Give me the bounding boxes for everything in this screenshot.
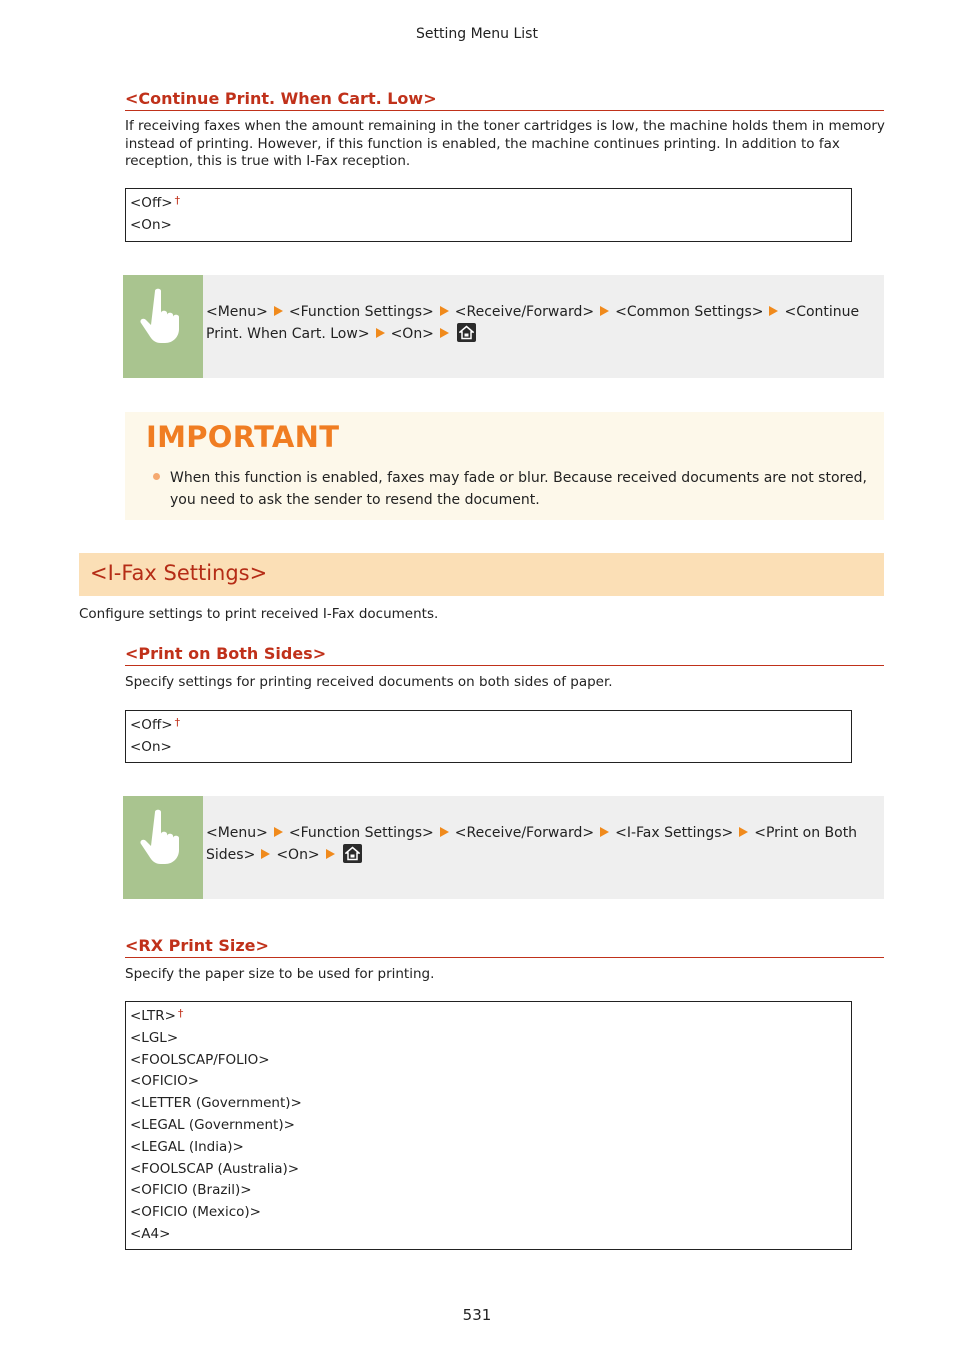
option-label: <Off> <box>130 195 173 211</box>
nav-function-settings: <Function Settings> <box>288 304 434 320</box>
option-row <box>130 1093 847 1115</box>
option-row <box>130 1224 847 1246</box>
rx-print-size-heading: <RX Print Size> <box>125 936 884 958</box>
nav-continue-print: <Continue Print. When Cart. Low> <box>206 304 860 342</box>
important-notice <box>125 412 884 520</box>
option-row <box>130 1115 847 1137</box>
nav-ifax-settings: <I-Fax Settings> <box>615 825 734 841</box>
nav-on: <On> <box>276 847 320 863</box>
option-row <box>130 1006 847 1028</box>
default-mark: † <box>177 1007 184 1020</box>
operation-path-text <box>206 822 866 866</box>
arrow-right-icon <box>274 306 283 316</box>
option-row <box>130 715 847 737</box>
nav-receive-forward: <Receive/Forward> <box>454 304 595 320</box>
rx-print-size-description: Specify the paper size to be used for printing. <box>125 966 435 982</box>
ifax-settings-heading: <I-Fax Settings> <box>90 561 268 585</box>
option-label: <A4> <box>130 1225 171 1242</box>
option-row <box>130 215 847 237</box>
arrow-right-icon <box>326 849 335 859</box>
arrow-right-icon <box>600 827 609 837</box>
hand-touch-icon <box>137 808 187 866</box>
default-mark: † <box>174 194 181 207</box>
ifax-settings-section-bar <box>79 553 884 596</box>
print-both-sides-options-table <box>125 710 852 763</box>
option-row <box>130 1180 847 1202</box>
home-icon <box>457 323 476 342</box>
rx-print-size-options-table <box>125 1001 852 1250</box>
nav-print-both-sides: <Print on Both Sides> <box>206 825 858 863</box>
arrow-right-icon <box>739 827 748 837</box>
option-label: <OFICIO> <box>130 1073 200 1090</box>
important-title: IMPORTANT <box>146 420 340 454</box>
hand-touch-icon <box>137 287 187 345</box>
option-label: <OFICIO (Mexico)> <box>130 1204 261 1221</box>
option-label: <FOOLSCAP (Australia)> <box>130 1160 300 1177</box>
hand-touch-panel <box>123 275 203 378</box>
bullet-icon <box>153 473 160 480</box>
arrow-right-icon <box>600 306 609 316</box>
option-row <box>130 1159 847 1181</box>
option-row <box>130 1028 847 1050</box>
option-row <box>130 737 847 759</box>
home-icon <box>343 844 362 863</box>
option-label: <LGL> <box>130 1029 179 1046</box>
nav-common-settings: <Common Settings> <box>615 304 764 320</box>
page-number: 531 <box>462 1306 492 1324</box>
option-label: <Off> <box>130 717 173 733</box>
arrow-right-icon <box>261 849 270 859</box>
option-label: <FOOLSCAP/FOLIO> <box>130 1051 270 1068</box>
continue-print-description: If receiving faxes when the amount remaining in the toner cartridges is low, the machine holds them in memory instead of printing. However, if this function is enabled, the machine continues printing. In addition to fax reception, this is true with I-Fax reception. <box>125 118 885 169</box>
important-item: When this function is enabled, faxes may fade or blur. Because received documents are not stored, you need to ask the sender to resend the document. <box>170 470 867 508</box>
option-label: <OFICIO (Brazil)> <box>130 1182 252 1199</box>
option-label: <LETTER (Government)> <box>130 1095 302 1112</box>
option-label: <On> <box>130 738 172 755</box>
option-row <box>130 1050 847 1072</box>
arrow-right-icon <box>440 827 449 837</box>
option-label: <LTR> <box>130 1008 176 1024</box>
arrow-right-icon <box>440 328 449 338</box>
nav-menu: <Menu> <box>206 825 268 841</box>
option-row <box>130 1202 847 1224</box>
continue-print-operation-path <box>123 275 884 378</box>
option-row <box>130 1137 847 1159</box>
default-mark: † <box>174 716 181 729</box>
print-both-sides-heading: <Print on Both Sides> <box>125 644 884 666</box>
arrow-right-icon <box>376 328 385 338</box>
continue-print-heading: <Continue Print. When Cart. Low> <box>125 89 884 111</box>
print-both-sides-operation-path <box>123 796 884 899</box>
option-label: <LEGAL (India)> <box>130 1138 244 1155</box>
nav-menu: <Menu> <box>206 304 268 320</box>
option-row <box>130 193 847 215</box>
ifax-settings-description: Configure settings to print received I-Fax documents. <box>79 606 439 622</box>
option-row <box>130 1071 847 1093</box>
arrow-right-icon <box>440 306 449 316</box>
print-both-sides-description: Specify settings for printing received documents on both sides of paper. <box>125 674 613 690</box>
page-header-title: Setting Menu List <box>416 26 538 42</box>
continue-print-options-table <box>125 188 852 242</box>
option-label: <LEGAL (Government)> <box>130 1116 295 1133</box>
hand-touch-panel <box>123 796 203 899</box>
arrow-right-icon <box>769 306 778 316</box>
nav-receive-forward: <Receive/Forward> <box>454 825 595 841</box>
nav-on: <On> <box>390 326 434 342</box>
option-label: <On> <box>130 216 172 233</box>
nav-function-settings: <Function Settings> <box>288 825 434 841</box>
operation-path-text <box>206 301 866 345</box>
arrow-right-icon <box>274 827 283 837</box>
